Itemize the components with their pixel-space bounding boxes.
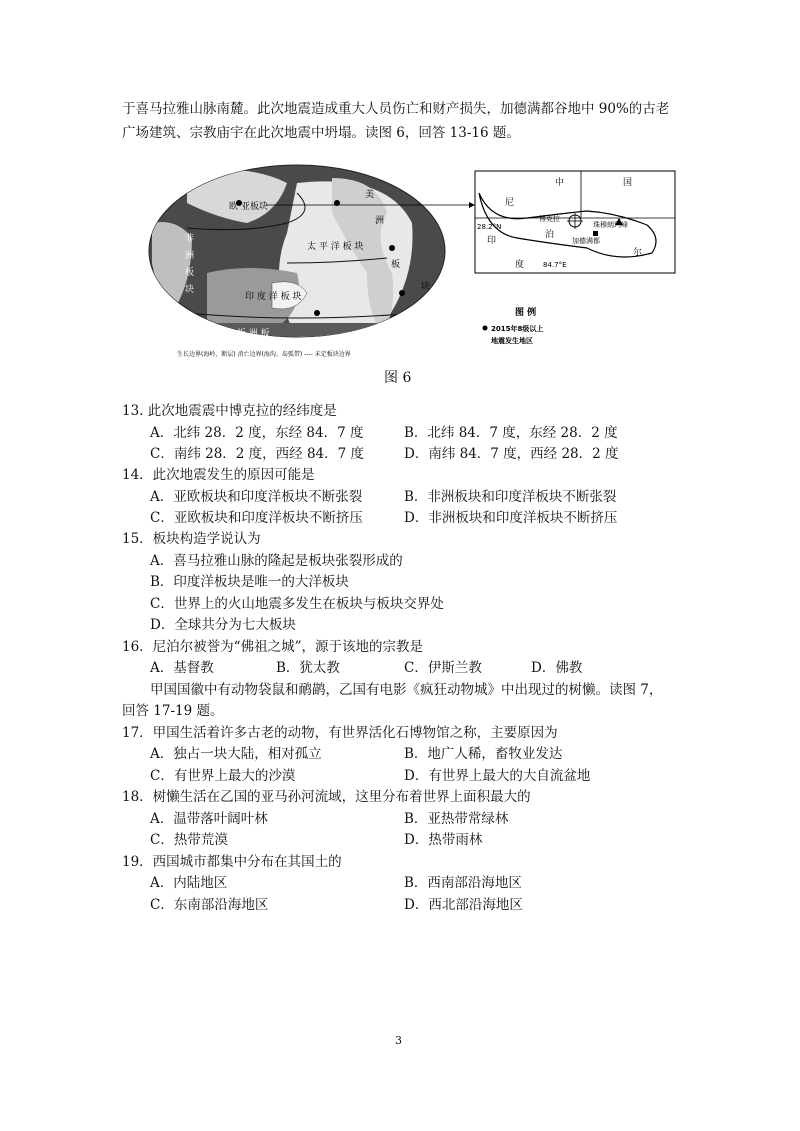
- inset-label-bokhara: 博克拉: [539, 215, 560, 223]
- q19-option-c: C．东南部沿海地区: [150, 897, 269, 913]
- q18-option-a: A．温带落叶阔叶林: [150, 811, 268, 827]
- label-america-2: 洲: [375, 216, 385, 226]
- legend-item-2: 地震发生地区: [491, 337, 533, 345]
- inset-label-everest: 珠穆朗玛峰: [593, 221, 628, 229]
- q19-option-d: D．西北部沿海地区: [404, 897, 523, 913]
- label-africa-4: 块: [185, 285, 195, 295]
- intro-line-2: 广场建筑、宗教庙宇在此次地震中坍塌。读图 6，回答 13-16 题。: [122, 125, 520, 141]
- q14-option-a: A．亚欧板块和印度洋板块不断张裂: [150, 489, 363, 505]
- inset-label-nepal-3: 尔: [633, 248, 643, 258]
- q14-option-c: C．亚欧板块和印度洋板块不断挤压: [150, 510, 363, 526]
- label-eurasia-plate: 亚板块: [241, 202, 269, 212]
- q14-option-b: B．非洲板块和印度洋板块不断张裂: [404, 489, 617, 505]
- earthquake-dot: [314, 310, 320, 316]
- question-13-stem: 13. 此次地震震中博克拉的经纬度是: [122, 403, 337, 419]
- question-14-stem: 14．此次地震发生的原因可能是: [122, 467, 315, 483]
- label-antarctic-plate: 南 板 洲 板: [225, 329, 270, 339]
- q13-option-c: C．南纬 28．2 度，西经 84．7 度: [150, 446, 365, 462]
- earthquake-dot: [399, 290, 405, 296]
- kathmandu-marker: [593, 231, 598, 236]
- question-15-stem: 15．板块构造学说认为: [122, 531, 261, 547]
- inset-label-india-2: 度: [515, 260, 525, 270]
- q13-option-d: D．南纬 84．7 度，西经 28．2 度: [404, 446, 619, 462]
- plate-map-svg: [147, 163, 687, 363]
- pointer-arrow: [469, 202, 475, 208]
- q16-option-d: D．佛教: [531, 660, 583, 676]
- legend-item-1: 2015年8级以上: [491, 325, 544, 333]
- intro-paragraph: [122, 97, 692, 145]
- boundary-legend: 生长边界(海岭、断层) 消亡边界(海沟、岛弧带) ---- 未定板块边界: [177, 351, 351, 358]
- legend-title: 图 例: [515, 308, 537, 318]
- q14-option-d: D．非洲板块和印度洋板块不断挤压: [404, 510, 618, 526]
- q17-option-b: B．地广人稀，畜牧业发达: [404, 746, 563, 762]
- earthquake-dot: [389, 245, 395, 251]
- label-indian-plate: 印 度 洋 板 块: [245, 292, 302, 302]
- q15-option-b: B．印度洋板块是唯一的大洋板块: [150, 574, 349, 590]
- inset-label-longitude: 84.7°E: [543, 261, 567, 269]
- legend-dot: [483, 326, 488, 331]
- intro2-line-2: 回答 17-19 题。: [122, 703, 224, 719]
- inset-label-nepal-1: 尼: [505, 198, 515, 208]
- label-africa-3: 板: [185, 268, 195, 278]
- label-africa-1: 非: [185, 234, 195, 244]
- inset-label-india-1: 印: [487, 236, 497, 246]
- q13-option-a: A．北纬 28．2 度，东经 84．7 度: [150, 425, 364, 441]
- inset-label-nepal-2: 泊: [545, 230, 555, 240]
- label-eurasia: 欧: [229, 202, 239, 212]
- q15-option-c: C．世界上的火山地震多发生在板块与板块交界处: [150, 596, 444, 612]
- inset-label-latitude: 28.2°N: [477, 223, 502, 231]
- q16-option-a: A．基督教: [150, 660, 214, 676]
- page-number: 3: [395, 1034, 402, 1047]
- figure-6: [147, 163, 687, 363]
- q19-option-a: A．内陆地区: [150, 875, 228, 891]
- figure-caption: 图 6: [384, 370, 412, 386]
- inset-label-kathmandu: 加德满都: [572, 237, 600, 245]
- q17-option-d: D．有世界上最大的大自流盆地: [404, 768, 591, 784]
- label-pacific-plate: 太 平 洋 板 块: [307, 242, 364, 252]
- q16-option-b: B．犹太教: [276, 660, 340, 676]
- inset-label-china-2: 国: [623, 178, 633, 188]
- label-america-3: 板: [391, 260, 401, 270]
- q16-option-c: C．伊斯兰教: [404, 660, 482, 676]
- label-america-4: 块: [421, 282, 431, 292]
- q18-option-b: B．亚热带常绿林: [404, 811, 509, 827]
- label-africa-2: 洲: [185, 251, 195, 261]
- label-america-1: 美: [365, 190, 375, 200]
- q15-option-a: A．喜马拉雅山脉的隆起是板块张裂形成的: [150, 553, 403, 569]
- q13-option-b: B．北纬 84．7 度，东经 28．2 度: [404, 425, 618, 441]
- q17-option-a: A．独占一块大陆，相对孤立: [150, 746, 322, 762]
- q18-option-c: C．热带荒漠: [150, 832, 228, 848]
- question-16-stem: 16．尼泊尔被誉为“佛祖之城”，源于该地的宗教是: [122, 639, 423, 655]
- q18-option-d: D．热带雨林: [404, 832, 483, 848]
- q17-option-c: C．有世界上最大的沙漠: [150, 768, 296, 784]
- question-17-stem: 17．甲国生活着许多古老的动物，有世界活化石博物馆之称，主要原因为: [122, 725, 558, 741]
- question-18-stem: 18．树懒生活在乙国的亚马孙河流域，这里分布着世界上面积最大的: [122, 789, 531, 805]
- inset-label-china-1: 中: [555, 178, 565, 188]
- q15-option-d: D．全球共分为七大板块: [150, 617, 296, 633]
- intro2-line-1: 甲国国徽中有动物袋鼠和鸸鹋，乙国有电影《疯狂动物城》中出现过的树懒。读图 7，: [150, 682, 663, 698]
- intro-line-1: 于喜马拉雅山脉南麓。此次地震造成重大人员伤亡和财产损失，加德满都谷地中 90%的古老: [122, 101, 670, 117]
- q19-option-b: B．西南部沿海地区: [404, 875, 522, 891]
- antarctic-region: [147, 323, 447, 343]
- question-19-stem: 19．西国城市都集中分布在其国土的: [122, 854, 342, 870]
